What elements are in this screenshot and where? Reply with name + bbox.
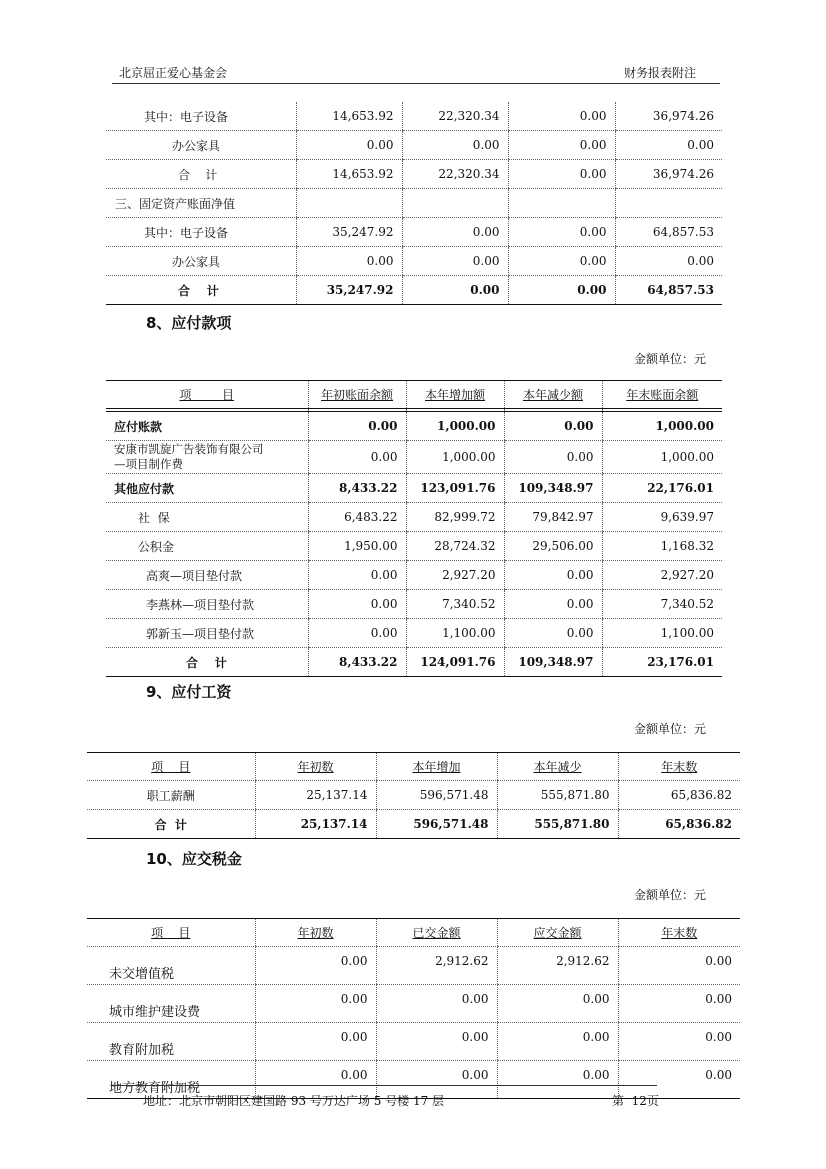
footer-rule — [112, 1085, 657, 1086]
col-header: 本年减少额 — [504, 381, 602, 409]
cell: 0.00 — [402, 131, 508, 160]
section-title-9: 9、应付工资 — [146, 683, 232, 701]
cell: 36,974.26 — [615, 102, 722, 131]
row-label: 地方教育附加税 — [87, 1061, 255, 1099]
cell: 123,091.76 — [406, 474, 504, 503]
cell: 0.00 — [402, 276, 508, 305]
cell: 124,091.76 — [406, 648, 504, 677]
cell: 0.00 — [255, 1061, 376, 1099]
unit-label-8: 金额单位：元 — [634, 352, 707, 366]
row-label: 公积金 — [106, 532, 308, 561]
cell — [402, 189, 508, 218]
table-row — [87, 781, 740, 810]
section-title-10: 10、应交税金 — [146, 850, 242, 868]
row-label: 其他应付款 — [106, 474, 308, 503]
cell — [296, 189, 402, 218]
table-row — [87, 1023, 740, 1061]
table-header-row — [106, 381, 722, 409]
cell: 0.00 — [508, 160, 615, 189]
header-doc-title: 财务报表附注 — [624, 66, 697, 80]
cell: 1,168.32 — [602, 532, 722, 561]
cell: 0.00 — [402, 247, 508, 276]
cell: 0.00 — [308, 412, 406, 441]
table-row — [106, 412, 722, 441]
table-row-total — [87, 810, 740, 839]
cell: 0.00 — [508, 218, 615, 247]
cell: 14,653.92 — [296, 102, 402, 131]
cell: 1,000.00 — [602, 441, 722, 474]
cell — [615, 189, 722, 218]
col-header: 年初数 — [255, 753, 376, 781]
cell: 82,999.72 — [406, 503, 504, 532]
cell: 0.00 — [497, 1023, 618, 1061]
cell: 22,320.34 — [402, 102, 508, 131]
cell: 0.00 — [618, 1023, 740, 1061]
col-header: 项 目 — [87, 753, 255, 781]
cell — [508, 189, 615, 218]
cell: 0.00 — [508, 102, 615, 131]
cell: 23,176.01 — [602, 648, 722, 677]
col-header: 本年增加额 — [406, 381, 504, 409]
row-label: 应付账款 — [106, 412, 308, 441]
cell: 0.00 — [376, 1023, 497, 1061]
table-row — [106, 619, 722, 648]
cell: 0.00 — [308, 590, 406, 619]
table-row — [106, 532, 722, 561]
cell: 1,000.00 — [406, 412, 504, 441]
cell: 6,483.22 — [308, 503, 406, 532]
row-label: 城市维护建设费 — [87, 985, 255, 1023]
cell: 555,871.80 — [497, 810, 618, 839]
cell: 1,100.00 — [602, 619, 722, 648]
cell: 0.00 — [296, 247, 402, 276]
col-header: 年初账面余额 — [308, 381, 406, 409]
col-header: 项 目 — [87, 919, 255, 947]
cell: 0.00 — [376, 985, 497, 1023]
col-header: 年末数 — [618, 919, 740, 947]
cell: 109,348.97 — [504, 648, 602, 677]
table-row — [87, 985, 740, 1023]
col-header: 年末数 — [618, 753, 740, 781]
row-label: 办公家具 — [106, 131, 296, 160]
cell: 0.00 — [255, 947, 376, 985]
unit-label-10: 金额单位：元 — [634, 888, 707, 902]
cell: 0.00 — [504, 561, 602, 590]
cell: 0.00 — [497, 985, 618, 1023]
cell: 14,653.92 — [296, 160, 402, 189]
cell: 9,639.97 — [602, 503, 722, 532]
row-label: 高爽—项目垫付款 — [106, 561, 308, 590]
header-org: 北京屈正爱心基金会 — [119, 66, 228, 80]
cell: 0.00 — [308, 619, 406, 648]
table-row — [106, 160, 722, 189]
row-label: 合 计 — [87, 810, 255, 839]
col-header: 项 目 — [106, 381, 308, 409]
table-row-total — [106, 276, 722, 305]
wages-payable-table — [87, 752, 740, 839]
cell: 0.00 — [402, 218, 508, 247]
cell: 2,927.20 — [406, 561, 504, 590]
cell: 64,857.53 — [615, 218, 722, 247]
table-row — [106, 189, 722, 218]
cell: 2,912.62 — [376, 947, 497, 985]
cell: 596,571.48 — [376, 810, 497, 839]
cell: 0.00 — [508, 276, 615, 305]
cell: 1,950.00 — [308, 532, 406, 561]
col-header: 本年增加 — [376, 753, 497, 781]
cell: 0.00 — [618, 947, 740, 985]
table-row — [106, 503, 722, 532]
cell: 0.00 — [255, 985, 376, 1023]
cell: 64,857.53 — [615, 276, 722, 305]
row-label: 社 保 — [106, 503, 308, 532]
cell: 7,340.52 — [602, 590, 722, 619]
row-label: 安康市凯旋广告装饰有限公司 —项目制作费 — [106, 441, 308, 474]
cell: 2,927.20 — [602, 561, 722, 590]
col-header: 年初数 — [255, 919, 376, 947]
header-rule — [112, 83, 720, 84]
row-label: 其中：电子设备 — [106, 102, 296, 131]
cell: 0.00 — [308, 561, 406, 590]
cell: 555,871.80 — [497, 781, 618, 810]
col-header: 年末账面余额 — [602, 381, 722, 409]
cell: 0.00 — [615, 247, 722, 276]
cell: 35,247.92 — [296, 276, 402, 305]
table-row — [87, 947, 740, 985]
cell: 8,433.22 — [308, 648, 406, 677]
table-header-row — [87, 919, 740, 947]
row-label: 合 计 — [106, 160, 296, 189]
unit-label-9: 金额单位：元 — [634, 722, 707, 736]
cell: 0.00 — [255, 1023, 376, 1061]
col-header: 应交金额 — [497, 919, 618, 947]
table-row — [106, 590, 722, 619]
section-title-8: 8、应付款项 — [146, 314, 232, 332]
cell: 0.00 — [504, 412, 602, 441]
cell: 1,100.00 — [406, 619, 504, 648]
cell: 22,176.01 — [602, 474, 722, 503]
cell: 0.00 — [615, 131, 722, 160]
cell: 0.00 — [376, 1061, 497, 1099]
table-row — [106, 561, 722, 590]
payables-table — [106, 380, 722, 677]
table-row — [106, 218, 722, 247]
row-label: 三、固定资产账面净值 — [106, 189, 296, 218]
cell: 25,137.14 — [255, 810, 376, 839]
cell: 0.00 — [508, 247, 615, 276]
table-row — [106, 247, 722, 276]
row-label: 李燕林—项目垫付款 — [106, 590, 308, 619]
cell: 0.00 — [504, 441, 602, 474]
cell: 596,571.48 — [376, 781, 497, 810]
row-label: 教育附加税 — [87, 1023, 255, 1061]
row-label: 办公家具 — [106, 247, 296, 276]
cell: 0.00 — [308, 441, 406, 474]
col-header: 已交金额 — [376, 919, 497, 947]
taxes-payable-table — [87, 918, 740, 1099]
cell: 25,137.14 — [255, 781, 376, 810]
cell: 1,000.00 — [406, 441, 504, 474]
table-row-total — [106, 648, 722, 677]
cell: 65,836.82 — [618, 810, 740, 839]
table-row — [106, 102, 722, 131]
cell: 0.00 — [504, 590, 602, 619]
cell: 7,340.52 — [406, 590, 504, 619]
cell: 28,724.32 — [406, 532, 504, 561]
row-label: 合 计 — [106, 648, 308, 677]
cell: 2,912.62 — [497, 947, 618, 985]
row-label: 其中：电子设备 — [106, 218, 296, 247]
cell: 0.00 — [504, 619, 602, 648]
fixed-assets-table — [106, 102, 722, 305]
table-row — [106, 131, 722, 160]
footer-address: 地址：北京市朝阳区建国路 93 号万达广场 5 号楼 17 层 — [143, 1094, 445, 1108]
cell: 8,433.22 — [308, 474, 406, 503]
cell: 0.00 — [508, 131, 615, 160]
cell: 22,320.34 — [402, 160, 508, 189]
col-header: 本年减少 — [497, 753, 618, 781]
cell: 65,836.82 — [618, 781, 740, 810]
cell: 0.00 — [618, 985, 740, 1023]
cell: 1,000.00 — [602, 412, 722, 441]
footer-page-number: 第 12页 — [612, 1094, 659, 1108]
row-label: 郭新玉—项目垫付款 — [106, 619, 308, 648]
row-label: 未交增值税 — [87, 947, 255, 985]
row-label: 合 计 — [106, 276, 296, 305]
cell: 79,842.97 — [504, 503, 602, 532]
cell: 36,974.26 — [615, 160, 722, 189]
table-header-row — [87, 753, 740, 781]
table-row — [106, 474, 722, 503]
cell: 109,348.97 — [504, 474, 602, 503]
cell: 0.00 — [618, 1061, 740, 1099]
cell: 0.00 — [296, 131, 402, 160]
cell: 29,506.00 — [504, 532, 602, 561]
cell: 35,247.92 — [296, 218, 402, 247]
cell: 0.00 — [497, 1061, 618, 1099]
table-row — [106, 441, 722, 474]
row-label: 职工薪酬 — [87, 781, 255, 810]
